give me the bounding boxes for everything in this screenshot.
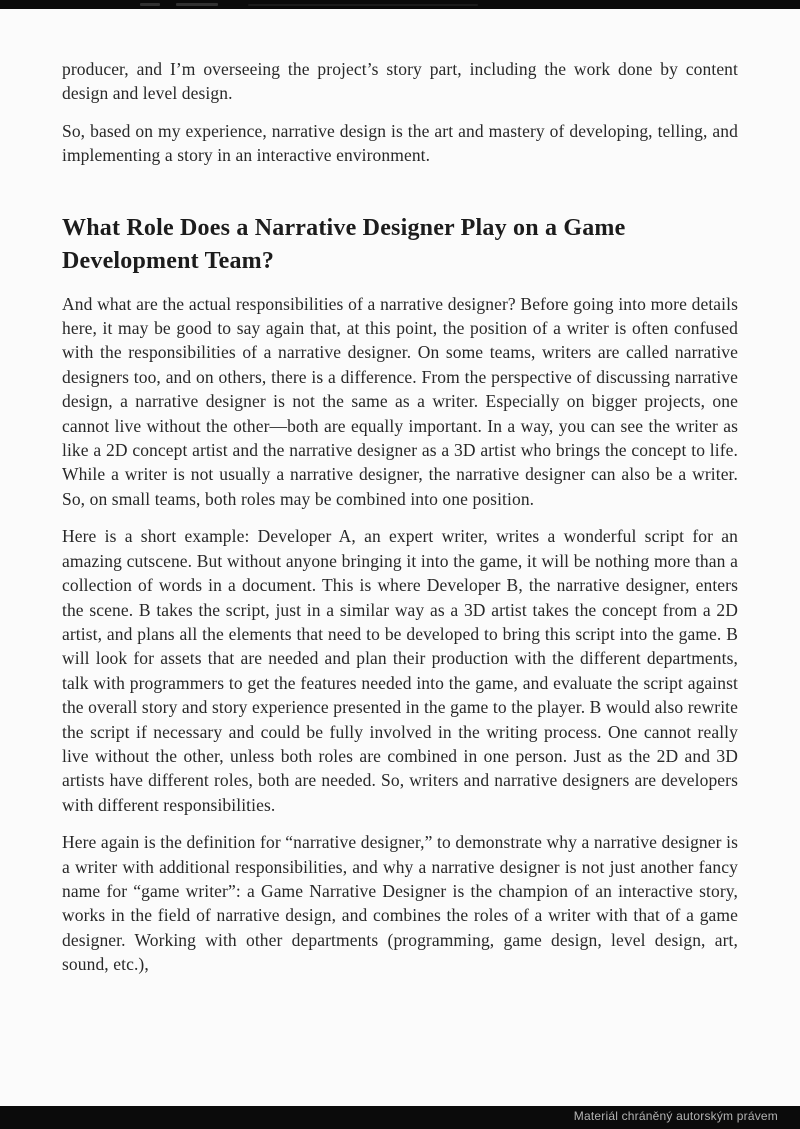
scan-artifact	[176, 3, 218, 6]
paragraph-narrative-design-definition: So, based on my experience, narrative design is the art and mastery of developing, telling, and implementing a story in an interactive environment.	[62, 120, 738, 166]
bottom-scan-edge	[0, 1106, 800, 1129]
scan-artifact	[248, 4, 478, 6]
paragraph-producer-overseeing: producer, and I’m overseeing the project’s story part, including the work done by content design and level design.	[62, 59, 738, 104]
section-heading: What Role Does a Narrative Designer Play on a Game Development Team?	[62, 214, 626, 274]
scan-artifact	[140, 3, 160, 6]
page-content	[62, 57, 738, 990]
paragraph-responsibilities: And what are the actual responsibilities of a narrative designer? Before going into more details here, it may be good to say again that, at this point, the position of a writer is often confused with the responsibilities of a narrative designer. On some teams, writers are called narrative designers too, and on others, there is a difference. From the perspective of discussing narrative design, a narrative designer is not the same as a writer. Especially on bigger projects, one cannot live without the other—both are equally important. In a way, you can see the writer as like a 2D concept artist and the narrative designer as a 3D artist who brings the concept to life. While a writer is not usually a narrative designer, the narrative designer can also be a writer. So, on small teams, both roles may be combined into one position.	[62, 293, 738, 509]
copyright-notice: Materiál chráněný autorským právem	[573, 1109, 778, 1123]
top-scan-edge	[0, 0, 800, 9]
paragraph-designer-definition-again: Here again is the definition for “narrative designer,” to demonstrate why a narrative designer is a writer with additional responsibilities, and why a narrative designer is not just another fancy name for “game writer”: a Game Narrative Designer is the champion of an interactive story, works in the field of narrative design, and combines the roles of a writer with that of a game designer. Working with other departments (programming, game design, level design, art, sound, etc.),	[62, 832, 738, 975]
paragraph-developer-example: Here is a short example: Developer A, an expert writer, writes a wonderful script for an amazing cutscene. But without anyone bringing it into the game, it will be nothing more than a collection of words in a document. This is where Developer B, the narrative designer, enters the scene. B takes the script, just in a similar way as a 3D artist takes the concept from a 2D artist, and plans all the elements that need to be developed to bring this script into the game. B will look for assets that are needed and plan their production with the different departments, talk with programmers to get the features needed into the game, and evaluate the script against the overall story and story experience presented in the game to the player. B would also rewrite the script if necessary and could be fully involved in the writing process. One cannot really live without the other, unless both roles are combined in one person. Just as the 2D and 3D artists have different roles, both are needed. So, writers and narrative designers are developers with different responsibilities.	[62, 526, 738, 815]
